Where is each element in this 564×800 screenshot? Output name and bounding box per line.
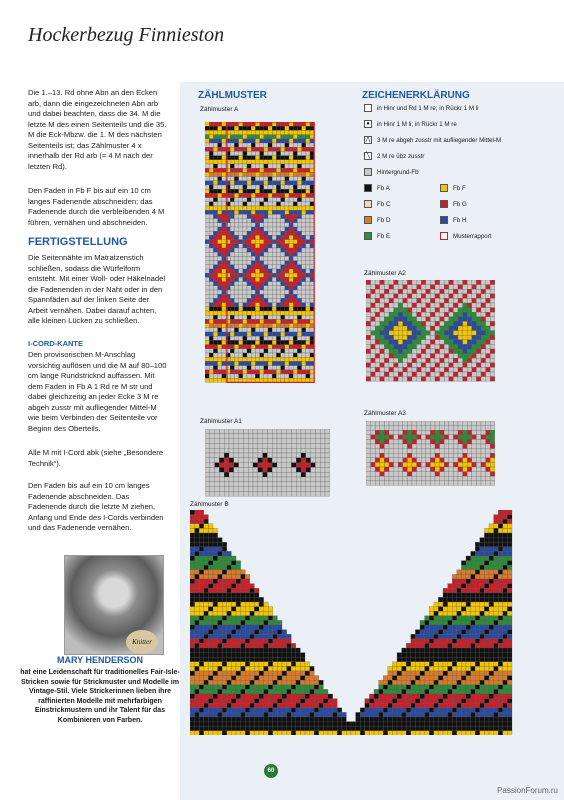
legend-fb-d: Fb D — [364, 216, 390, 224]
chart-a2 — [366, 280, 496, 383]
page-title: Hockerbezug Finnieston — [28, 24, 225, 46]
legend-cdd: ⋀ 3 M re abgeh zusstr mit aufliegender Mittel-M — [365, 136, 502, 144]
legend-fb-f: Fb F — [440, 184, 466, 192]
color-swatch-icon — [364, 216, 372, 224]
icord-text-2: Alle M mit I-Cord abk (siehe „Besondere Technik“). — [28, 448, 164, 468]
color-swatch-icon — [364, 200, 372, 208]
chart-a1-label: Zählmuster A1 — [200, 418, 242, 425]
legend-knit: in Hinr und Rd 1 M re; in Rückr 1 M li — [364, 104, 478, 112]
color-swatch-icon — [440, 200, 448, 208]
dot-square-icon: ● — [364, 120, 372, 128]
chart-a1 — [205, 429, 335, 497]
page-number: 60 — [264, 764, 278, 778]
author-name: MARY HENDERSON — [56, 655, 143, 665]
chart-a — [205, 122, 335, 400]
legend-musterrapport: Musterrapport — [440, 232, 492, 240]
icord-heading: I-CORD-KANTE — [28, 339, 83, 348]
legend-fb-a: Fb A — [364, 184, 390, 192]
color-swatch-icon — [364, 184, 372, 192]
knitter-logo: Knitter — [126, 630, 158, 654]
watermark: PassionForum.ru — [497, 786, 558, 795]
fertigstellung-heading: FERTIGSTELLUNG — [28, 236, 128, 248]
repeat-box-icon — [440, 232, 448, 240]
chart-a-label: Zählmuster A — [200, 106, 239, 113]
fertigstellung-text: Die Seitennähte im Matratzenstich schließen, sodass die Würfelform entsteht. Mit einer Woll- oder Häkelnadel die Fadenenden in der Naht oder in den Spannfäden auf der linken Seite der Arbeit vernähen. Dabei darauf achten, alle kleinen Lücken zu schließen. — [28, 253, 166, 325]
zaehlmuster-heading: ZÄHLMUSTER — [198, 90, 267, 101]
decrease-symbol-icon: ⋀ — [365, 137, 371, 143]
chart-a3 — [366, 421, 496, 489]
grey-square-icon — [364, 168, 372, 176]
slash-square-icon: ╲ — [364, 152, 372, 160]
empty-square-icon — [364, 104, 372, 112]
legend-fb-e: Fb E — [364, 232, 390, 240]
legend-fb-h: Fb H — [440, 216, 466, 224]
color-swatch-icon — [440, 184, 448, 192]
intro-text: Die 1.–13. Rd ohne Abn an den Ecken arb, dann die eingezeichneten Abn arb und dabei beachten, dass die 34. M die letzte M des einen Seitenteils und die 35. M die Eck-Mbzw. die 1. M des nächsten Seitenteils ist; das Zählmuster 4 x innerhalb der Rd arb (= 4 M nach der letzten Rd). — [28, 88, 167, 171]
color-swatch-icon — [440, 216, 448, 224]
icord-text: Den provisorischen M-Anschlag vorsichtig auflösen und die M auf 80–100 cm lange Rundstricknd auffassen. Mit dem Faden in Fb A 1 Rd re M str und dabei gleichzeitig an jeder Ecke 3 M re abgeh zusstr mit aufliegender Mittel-M wie beim Verbinden der Seitenteile vor Beginn des Oberteils. — [28, 350, 167, 433]
chart-a3-label: Zählmuster A3 — [364, 410, 406, 417]
color-swatch-icon — [364, 232, 372, 240]
icord-text-3: Den Faden bis auf ein 10 cm langes Fadenende abschneiden. Das Fadenende durch die letzte M ziehen, Anfang und Ende des I-Cords verbinden und das Fadenende vernähen. — [28, 481, 164, 532]
cutting-text: Den Faden in Fb F bis auf ein 10 cm langes Fadenende abschneiden; das Fadenende durch die verbleibenden 4 M führen, vernähen und abschneiden. — [28, 186, 165, 227]
author-description: hat eine Leidenschaft für traditionelles Fair-Isle-Stricken sowie für Strickmuster und Modelle im Vintage-Stil. Viele Strickerinnen lieben ihre raffinierten Modelle mit mehrfarbigen Einstrickmustern und ihr Talent für das Kombinieren von Farben. — [20, 669, 180, 724]
chart-b-label: Zählmuster B — [190, 501, 229, 508]
legend-fb-g: Fb G — [440, 200, 467, 208]
chart-b — [190, 510, 520, 735]
legend-fb-c: Fb C — [364, 200, 390, 208]
legend-heading: ZEICHENERKLÄRUNG — [362, 90, 470, 101]
legend-background: Hintergrund-Fb — [364, 168, 419, 176]
author-block — [20, 655, 180, 725]
legend-ssk: ╲ 2 M re übz zusstr — [364, 152, 424, 160]
legend-purl: ● in Hinr 1 M li; in Rückr 1 M re — [364, 120, 457, 128]
chart-a2-label: Zählmuster A2 — [364, 270, 406, 277]
